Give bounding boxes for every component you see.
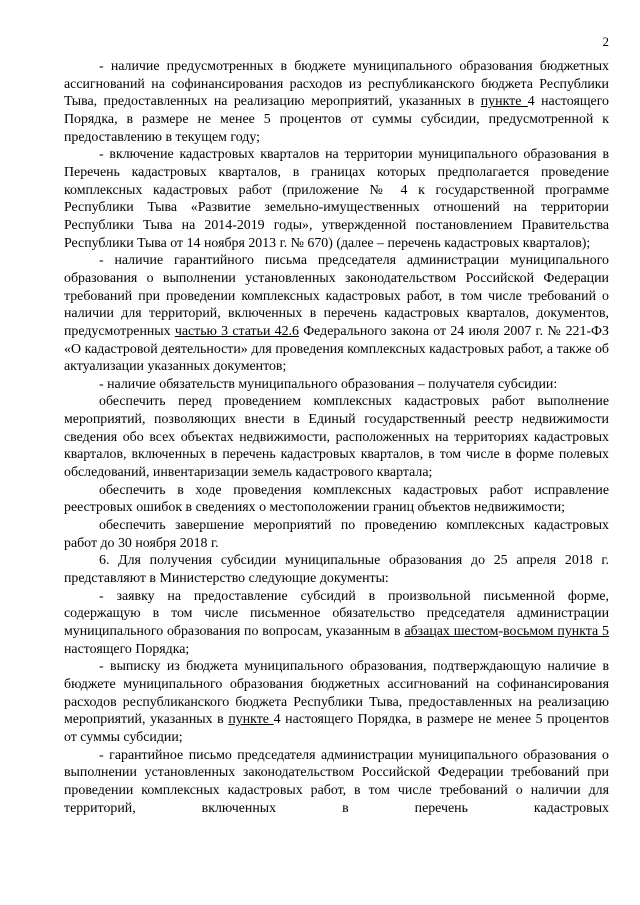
paragraph-p1 [64, 58, 609, 146]
paragraph-text: - наличие предусмотренных в бюджете муниципального образования бюджетных ассигнований на софинансирования расходов из республиканского бюджета Республики Тыва, предоставленных на реализацию мероприятий, указанных в [64, 59, 609, 110]
paragraph-p9 [64, 588, 609, 659]
paragraph-p4 [64, 376, 609, 394]
page-number: 2 [602, 34, 609, 49]
document-link[interactable]: абзацах шестом [404, 624, 499, 639]
document-link[interactable]: частью 3 статьи 42.6 [174, 323, 299, 339]
paragraph-p8 [64, 552, 609, 587]
paragraph-text: Федерального закона от 24 июля 2007 г. № 221-ФЗ «О кадастровой деятельности» для проведения комплексных кадастровых работ, а также об актуализации указанных документов; [64, 323, 609, 375]
paragraph-text: - наличие обязательств муниципального образования – получателя субсидии: [99, 376, 558, 392]
paragraph-p6 [64, 482, 609, 517]
document-body [64, 58, 609, 817]
paragraph-text: - заявку на предоставление субсидий в произвольной письменной форме, содержащую в том числе письменное обязательство председателя администрации муниципального образования по вопросам, указанным в [64, 588, 609, 639]
paragraph-text: - гарантийное письмо председателя администрации муниципального образования о выполнении установленных законодательством Российской Федерации требований при проведении комплексных кадастровых работ, в том числе требований о наличии для территорий, включенных в перечень кадастровых [64, 747, 609, 816]
paragraph-p2 [64, 146, 609, 252]
paragraph-p7 [64, 517, 609, 552]
paragraph-text: - наличие гарантийного письма председателя администрации муниципального образования о выполнении установленных законодательством Российской Федерации требований при проведении комплексных кадастровых работ, в том числе требований о наличии для территорий, включенных в перечень кадастровых кварталов, документов, предусмотренных [64, 253, 609, 339]
paragraph-text: обеспечить завершение мероприятий по проведению комплексных кадастровых работ до 30 ноября 2018 г. [64, 518, 609, 551]
paragraph-p3 [64, 252, 609, 376]
paragraph-text: - выписку из бюджета муниципального образования, подтверждающую наличие в бюджете муниципального образования бюджетных ассигнований на софинансирования расходов республиканского бюджета Республики Тыва, предоставленных на реализацию мероприятий, указанных в [64, 659, 609, 728]
paragraph-text: обеспечить перед проведением комплексных кадастровых работ выполнение мероприятий, позволяющих внести в Единый государственный реестр недвижимости сведения обо всех объектах недвижимости, расположенных на территориях кадастровых кварталов, включенных в перечень кадастровых кварталов, в том числе в форме полевых обследований, инвентаризации земель кадастрового квартала; [64, 394, 609, 481]
document-link[interactable]: пункте [480, 94, 528, 110]
paragraph-p11 [64, 747, 609, 818]
paragraph-p5 [64, 393, 609, 481]
paragraph-text: - включение кадастровых кварталов на территории муниципального образования в Перечень кадастровых кварталов, в границах которых предполагается проведение комплексных кадастровых работ (приложение № 4 к государственной программе Республики Тыва «Развитие земельно-имущественных отношений на территории Республики Тыва на 2014-2019 годы», утвержденной постановлением Правительства Республики Тыва от 14 ноября 2013 г. № 670) (далее – перечень кадастровых кварталов); [64, 147, 609, 251]
document-link[interactable]: восьмом пункта 5 [503, 624, 609, 639]
paragraph-text: обеспечить в ходе проведения комплексных кадастровых работ исправление реестровых ошибок в сведениях о местоположении границ объектов недвижимости; [64, 482, 609, 516]
paragraph-text: - [498, 624, 504, 639]
paragraph-text: 4 настоящего Порядка, в размере не менее 5 процентов от суммы субсидии, предусмотренной к предоставлению в текущем году; [64, 94, 609, 145]
paragraph-text: 4 настоящего Порядка, в размере не менее 5 процентов от суммы субсидии; [64, 712, 610, 745]
paragraph-text: 6. Для получения субсидии муниципальные образования до 25 апреля 2018 г. представляют в Министерство следующие документы: [64, 553, 609, 587]
document-link[interactable]: пункте [228, 712, 274, 728]
paragraph-text: настоящего Порядка; [64, 641, 190, 657]
paragraph-p10 [64, 658, 609, 746]
